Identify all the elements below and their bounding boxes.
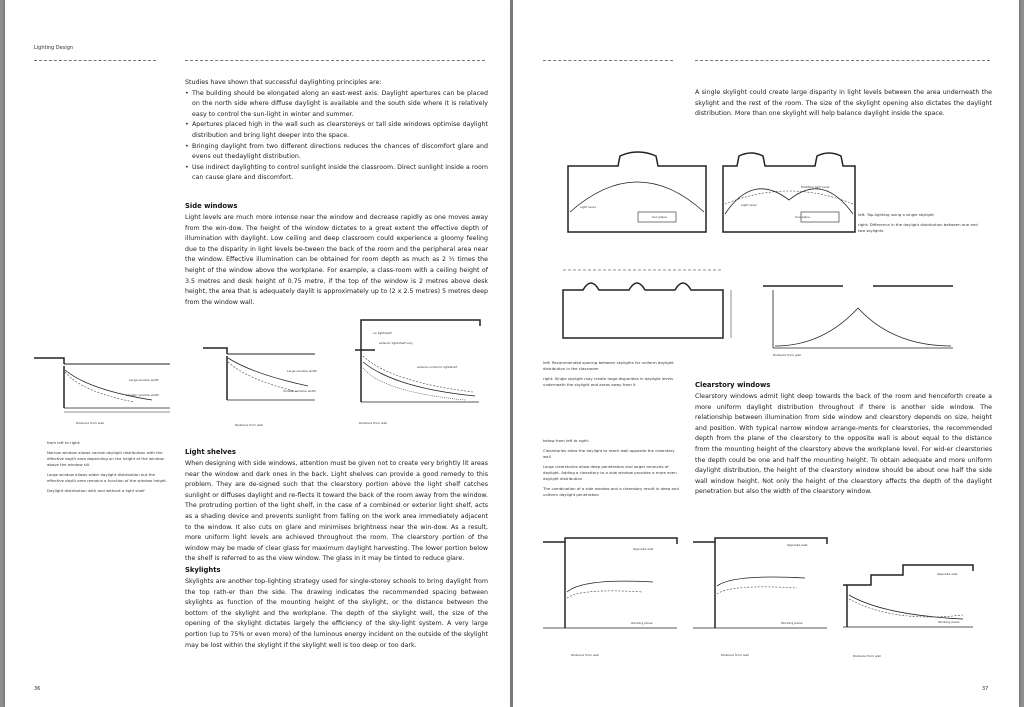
header-rule-right <box>185 60 485 61</box>
caption-line: Large window allows wider daylight distribution but the effective daylit area remains a function of the window height. <box>47 472 168 483</box>
two-skylights-diagram <box>723 152 858 237</box>
distance-label-c1: Distance from wall <box>571 653 599 657</box>
opposite-wall-label-3: Opposite wall <box>937 572 958 576</box>
bullet-item: • Bringing daylight from two different directions reduces the chances of discomfort glare and evens out thedaylight distribution. <box>192 142 488 163</box>
distance-label-sky: Distance from wall <box>773 353 801 357</box>
bullet-item: • Use indirect daylighting to control sunlight inside the classroom. Direct sunlight inside a room can cause glare and discomfort. <box>192 163 488 184</box>
running-header: Lighting Design <box>34 45 74 51</box>
caption-line: The combination of a side window and a clearstory result in deep and uniform daylight penetration <box>543 486 679 497</box>
skylight-intro-text: A single skylight could create large disparity in light levels between the area underneath the skylight and the rest of the room. The size of the skylight opening also dictates the daylight distribution. More than one skylight will help balance daylight inside the space. <box>695 89 992 118</box>
caption-line: below from left to right: <box>543 438 590 443</box>
caption-line: Large clearstories allow deep penetration and larger amounts of daylight. Adding a clearstory to a side window provides a more even daylight distribution <box>543 464 677 481</box>
header-rule-left <box>34 60 156 61</box>
clearstory-diagram-1 <box>543 534 683 664</box>
caption-top <box>858 212 978 238</box>
clearstory-diagram-3 <box>843 555 978 665</box>
caption-line: Clearstories allow the daylight to reach wall opposite the clearstory wall <box>543 448 675 459</box>
no-lightshelf-label: no lightshelf <box>373 331 392 335</box>
distance-label-c2: Distance from wall <box>721 653 749 657</box>
clearstory-heading: Clearstory windows <box>695 381 771 389</box>
caption-line: Narrow window allows narrow daylight distribution with the effective daylit area depending on the height of the window above the window sill. <box>47 450 164 467</box>
side-windows-text: Light levels are much more intense near the window and decrease rapidly as one moves away from the win-dow. The height of the window dictates to a great extent the effective depth of illumination with daylight. Low ceiling and deep classroom could experience a gloomy feeling due to the disparity in light levels be-tween the back of the room and the peripheral area near the window. Effective illumination can be obtained for room depth as much as 2 ½ times the height of the window above the workplane. For example, a class-room with a ceiling height of 3.5 metres and desk height of 0.75 metre, if the top of the window is 2 metres above desk height, the area that is adequately daylit is approximately up to (2 x 2.5 metres) 5 metres deep from the window wall. <box>185 214 488 306</box>
clearstory-diagram-2 <box>693 534 833 664</box>
exterior-interior-label: exterior+interior lightshelf <box>417 365 457 369</box>
light-shelves-text: When designing with side windows, attention must be given not to create very brightly lit areas near the window and dark ones in the back. Light shelves can provide a good remedy to this problem. They are de-signed such that the clearstory portion above the light shelf catches sunlight or diffuses daylight and re-flects it toward the back of the room away from the window. The protruding portion of the light shelf, in the case of a combined or exterior light shelf, acts as a shading device and prevents sunlight from falling on the work area immediately adjacent to the window. It also cuts on glare and minimises brightness near the win-dow. As a result, more uniform light levels are achieved throughout the room. The clearstory portion of the window may be made of clear glass for maximum daylight harvesting. The lower portion below the shelf is referred to as the view window. The glass in it may be tinted to reduce glare. <box>185 460 488 563</box>
distance-label: Distance from wall <box>76 421 104 425</box>
page-number-left: 36 <box>34 686 41 692</box>
skylight-distribution-diagram <box>763 280 963 360</box>
caption-line: from left to right: <box>47 440 81 445</box>
sun-plane-label: Sun plane <box>652 215 667 219</box>
clearstory-text: Clearstory windows admit light deep towards the back of the room and henceforth create a more uniform daylight distribution throughout if there is another side window. The relationship between illumination from side window and clearstory depends on size, height and position. With typical narrow window arrange-ments for clearstories, the recommended depth from the plane of the clearstory to the opposite wall is about equal to the distance from the mounting height of the clearstory above the workplane level. For wid-er clearstories the depth could be one and half the mounting height. To obtain adequate and more uniform daylight distribution, the height of the clearstory window should be about one half the side wall window height. Not only the height of the clearstory affects the depth of the daylight penetration but also the width of the clearstory window. <box>695 393 992 496</box>
page-number-right: 37 <box>982 686 989 692</box>
opposite-wall-label-2: Opposite wall <box>787 543 808 547</box>
working-plane-label-3: Working plane <box>938 620 960 624</box>
caption-line: Daylight distribution with and without a light shelf <box>47 488 145 493</box>
skylight-spacing-diagram <box>563 264 733 344</box>
principles-text <box>185 78 488 184</box>
smaller-window-label: Smaller window width <box>126 393 159 397</box>
left-page <box>5 0 510 707</box>
light-level-label-2: Light level <box>741 203 757 207</box>
header-rule-right <box>695 60 990 61</box>
distance-label-3: Distance from wall <box>359 421 387 425</box>
bullet-item: • The building should be elongated along an east-west axis. Daylight apertures can be placed on the north side where diffuse daylight is available and the south side where it is relatively easy to control the sun-light in winter and summer. <box>192 89 488 121</box>
working-plane-label-2: Working plane <box>781 621 803 625</box>
caption-line: right: Difference in the daylight distribution between one and two skylights <box>858 222 978 233</box>
light-shelf-diagram <box>355 320 485 430</box>
single-skylight-diagram <box>568 152 708 237</box>
exterior-only-label: exterior lightshelf only <box>379 341 413 345</box>
captions-bottom <box>543 438 683 502</box>
principles-list <box>185 89 488 184</box>
header-rule-left <box>543 60 673 61</box>
right-page <box>513 0 1019 707</box>
large-window-diagram <box>203 340 318 430</box>
opposite-wall-label: Opposite wall <box>633 547 654 551</box>
intro-paragraph: Studies have shown that successful daylighting principles are: <box>185 79 382 86</box>
caption-mid <box>543 360 693 392</box>
caption-line: left: Recommended spacing between skylights for uniform daylight distribution in the classroom <box>543 360 674 371</box>
narrow-window-diagram <box>34 348 174 430</box>
working-plane-label: Working plane <box>631 621 653 625</box>
light-shelves-heading: Light shelves <box>185 448 236 456</box>
modified-light-label: Modified light level <box>801 185 830 189</box>
skylights-text: Skylights are another top-lighting strategy used for single-storey schools to bring daylight from the top rath-er than the side. The drawing indicates the recommended spacing between skylights as function of the mounting height of the skylight, or the distance between the bottom of the skylight and the workplane. The depth of the skylight well, the size of the opening of the skylight dictates largely the efficiency of the sky-light system. A very large portion (up to 75% or even more) of the luminous energy incident on the outside of the skylight may be lost within the skylight if the skylight well is too deep or too dark. <box>185 578 488 649</box>
distance-label-c3: Distance from wall <box>853 654 881 658</box>
light-level-label: Light level <box>580 205 596 209</box>
sun-plane-label-2: Sun plane <box>795 215 810 219</box>
side-windows-heading: Side windows <box>185 202 238 210</box>
caption-line: right: Single skylight may create large disparities in daylight levels underneath the skylight and areas away from it <box>543 376 674 387</box>
bullet-item: • Apertures placed high in the wall such as clearstoreys or tall side windows optimise daylight distribution and bring light deeper into the space. <box>192 120 488 141</box>
caption-line: left: Top-lighting using a single skylight <box>858 212 934 217</box>
skylights-heading: Skylights <box>185 566 221 574</box>
large-window-label: Large window width <box>129 378 159 382</box>
large-window-label-2: Large window width <box>287 369 317 373</box>
smaller-window-label-2: Smaller window width <box>283 389 316 393</box>
left-captions <box>47 440 172 498</box>
distance-label-2: Distance from wall <box>235 423 263 427</box>
